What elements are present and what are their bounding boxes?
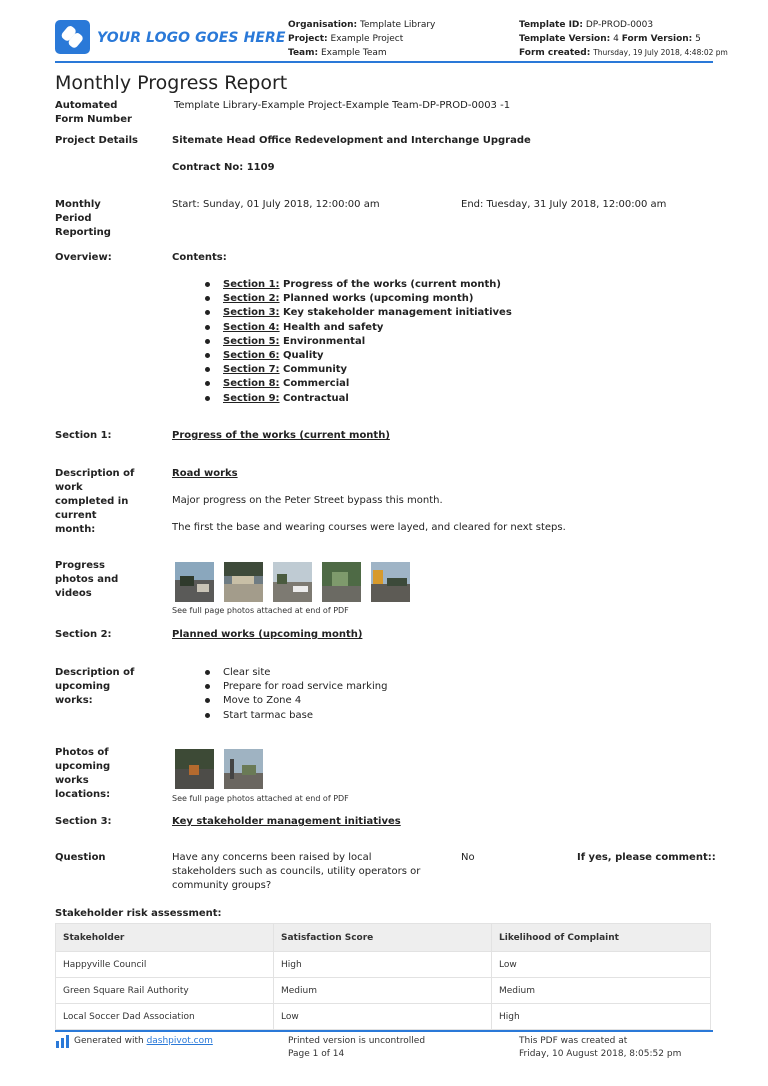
list-item[interactable]: Section 8: Commercial — [204, 377, 512, 391]
section2-label: Section 2: — [55, 629, 112, 640]
footer-pdf-info: This PDF was created at Friday, 10 August 2018, 8:05:52 pm — [519, 1036, 682, 1059]
list-item[interactable]: Section 4: Health and safety — [204, 321, 512, 335]
section1-desc-label: Description of work completed in current month: — [55, 468, 135, 535]
dashpivot-icon — [56, 1035, 71, 1051]
column-header: Satisfaction Score — [274, 924, 492, 952]
table-header-row — [56, 924, 711, 952]
contents-list — [204, 278, 512, 406]
stakeholder-risk-table — [55, 923, 711, 1030]
list-item: Clear site — [204, 666, 387, 680]
section3-label: Section 3: — [55, 816, 112, 827]
section1-label: Section 1: — [55, 430, 112, 441]
footer-print-info: Printed version is uncontrolled Page 1 of 14 — [288, 1036, 426, 1059]
table-cell: High — [274, 952, 492, 978]
list-item[interactable]: Section 1: Progress of the works (current month) — [204, 278, 512, 292]
question-answer: No — [461, 852, 475, 863]
page-number: Page 1 of 14 — [288, 1049, 345, 1059]
list-item[interactable]: Section 5: Environmental — [204, 335, 512, 349]
section-link[interactable]: Section 6: — [223, 350, 280, 362]
section-link[interactable]: Section 4: — [223, 321, 280, 333]
contents-label: Contents: — [172, 252, 227, 263]
header-org: Organisation: Template Library Project: Example Project Team: Example Team — [288, 20, 436, 58]
section2-heading: Planned works (upcoming month) — [172, 629, 363, 640]
section-link[interactable]: Section 3: — [223, 307, 280, 319]
column-header: Stakeholder — [56, 924, 274, 952]
contract-number: Contract No: 1109 — [172, 162, 275, 173]
photo-thumbnail[interactable] — [175, 749, 214, 789]
table-cell: Medium — [274, 978, 492, 1004]
list-item[interactable]: Section 3: Key stakeholder management initiatives — [204, 306, 512, 320]
upcoming-works-list — [204, 666, 387, 723]
section-link[interactable]: Section 1: — [223, 279, 280, 290]
page-title: Monthly Progress Report — [55, 72, 288, 94]
section3-heading: Key stakeholder management initiatives — [172, 816, 401, 827]
footer-divider — [55, 1030, 713, 1032]
table-cell: Low — [274, 1004, 492, 1030]
table-cell: Medium — [492, 978, 711, 1004]
risk-assessment-title: Stakeholder risk assessment: — [55, 908, 222, 919]
period-end: End: Tuesday, 31 July 2018, 12:00:00 am — [461, 199, 667, 210]
table-row — [56, 952, 711, 978]
section-link[interactable]: Section 8: — [223, 378, 280, 390]
photo-thumbnail[interactable] — [371, 562, 410, 602]
dashpivot-link[interactable]: dashpivot.com — [146, 1036, 213, 1046]
comment-label: If yes, please comment:: — [577, 852, 716, 863]
photo-thumbnail[interactable] — [224, 562, 263, 602]
list-item: Start tarmac base — [204, 709, 387, 723]
table-cell: High — [492, 1004, 711, 1030]
photos-caption: See full page photos attached at end of PDF — [172, 606, 349, 615]
photo-thumbnail[interactable] — [175, 562, 214, 602]
table-row — [56, 1004, 711, 1030]
progress-photos-label: Progress photos and videos — [55, 560, 119, 599]
table-cell: Local Soccer Dad Association — [56, 1004, 274, 1030]
road-works-heading: Road works — [172, 468, 238, 479]
list-item[interactable]: Section 2: Planned works (upcoming month) — [204, 292, 512, 306]
section-link[interactable]: Section 7: — [223, 364, 280, 376]
section2-desc-label: Description of upcoming works: — [55, 667, 135, 706]
period-label: Monthly Period Reporting — [55, 199, 111, 238]
section-link[interactable]: Section 9: — [223, 392, 280, 404]
section1-heading: Progress of the works (current month) — [172, 430, 390, 441]
logo-icon — [55, 20, 90, 54]
section-link[interactable]: Section 5: — [223, 335, 280, 347]
period-start: Start: Sunday, 01 July 2018, 12:00:00 am — [172, 199, 380, 210]
photos-caption: See full page photos attached at end of PDF — [172, 794, 349, 803]
list-item[interactable]: Section 9: Contractual — [204, 392, 512, 406]
form-number-label: Automated Form Number — [55, 100, 132, 125]
header-template: Template ID: DP-PROD-0003 Template Version: 4 Form Version: 5 Form created: Thursday, 19 July 2018, 4:48:02 pm — [519, 20, 728, 58]
list-item[interactable]: Section 6: Quality — [204, 349, 512, 363]
table-cell: Green Square Rail Authority — [56, 978, 274, 1004]
table-row — [56, 978, 711, 1004]
photo-thumbnail[interactable] — [322, 562, 361, 602]
project-name: Sitemate Head Office Redevelopment and Interchange Upgrade — [172, 135, 531, 146]
upcoming-photos-label: Photos of upcoming works locations: — [55, 747, 111, 800]
list-item: Move to Zone 4 — [204, 694, 387, 708]
generated-with: Generated with dashpivot.com — [74, 1036, 213, 1046]
photo-thumbnail[interactable] — [273, 562, 312, 602]
table-cell: Happyville Council — [56, 952, 274, 978]
table-cell: Low — [492, 952, 711, 978]
list-item[interactable]: Section 7: Community — [204, 363, 512, 377]
section1-para2: The first the base and wearing courses were layed, and cleared for next steps. — [172, 522, 566, 533]
form-number-value: Template Library-Example Project-Example Team-DP-PROD-0003 -1 — [174, 100, 511, 111]
logo-text: YOUR LOGO GOES HERE — [97, 30, 286, 46]
list-item: Prepare for road service marking — [204, 680, 387, 694]
question-label: Question — [55, 852, 106, 863]
project-details-label: Project Details — [55, 135, 138, 146]
question-text: Have any concerns been raised by local stakeholders such as councils, utility operators or community groups? — [172, 852, 421, 891]
section-link[interactable]: Section 2: — [223, 293, 280, 305]
overview-label: Overview: — [55, 252, 112, 263]
header-divider — [55, 61, 713, 63]
photo-thumbnail[interactable] — [224, 749, 263, 789]
column-header: Likelihood of Complaint — [492, 924, 711, 952]
section1-para1: Major progress on the Peter Street bypass this month. — [172, 495, 443, 506]
